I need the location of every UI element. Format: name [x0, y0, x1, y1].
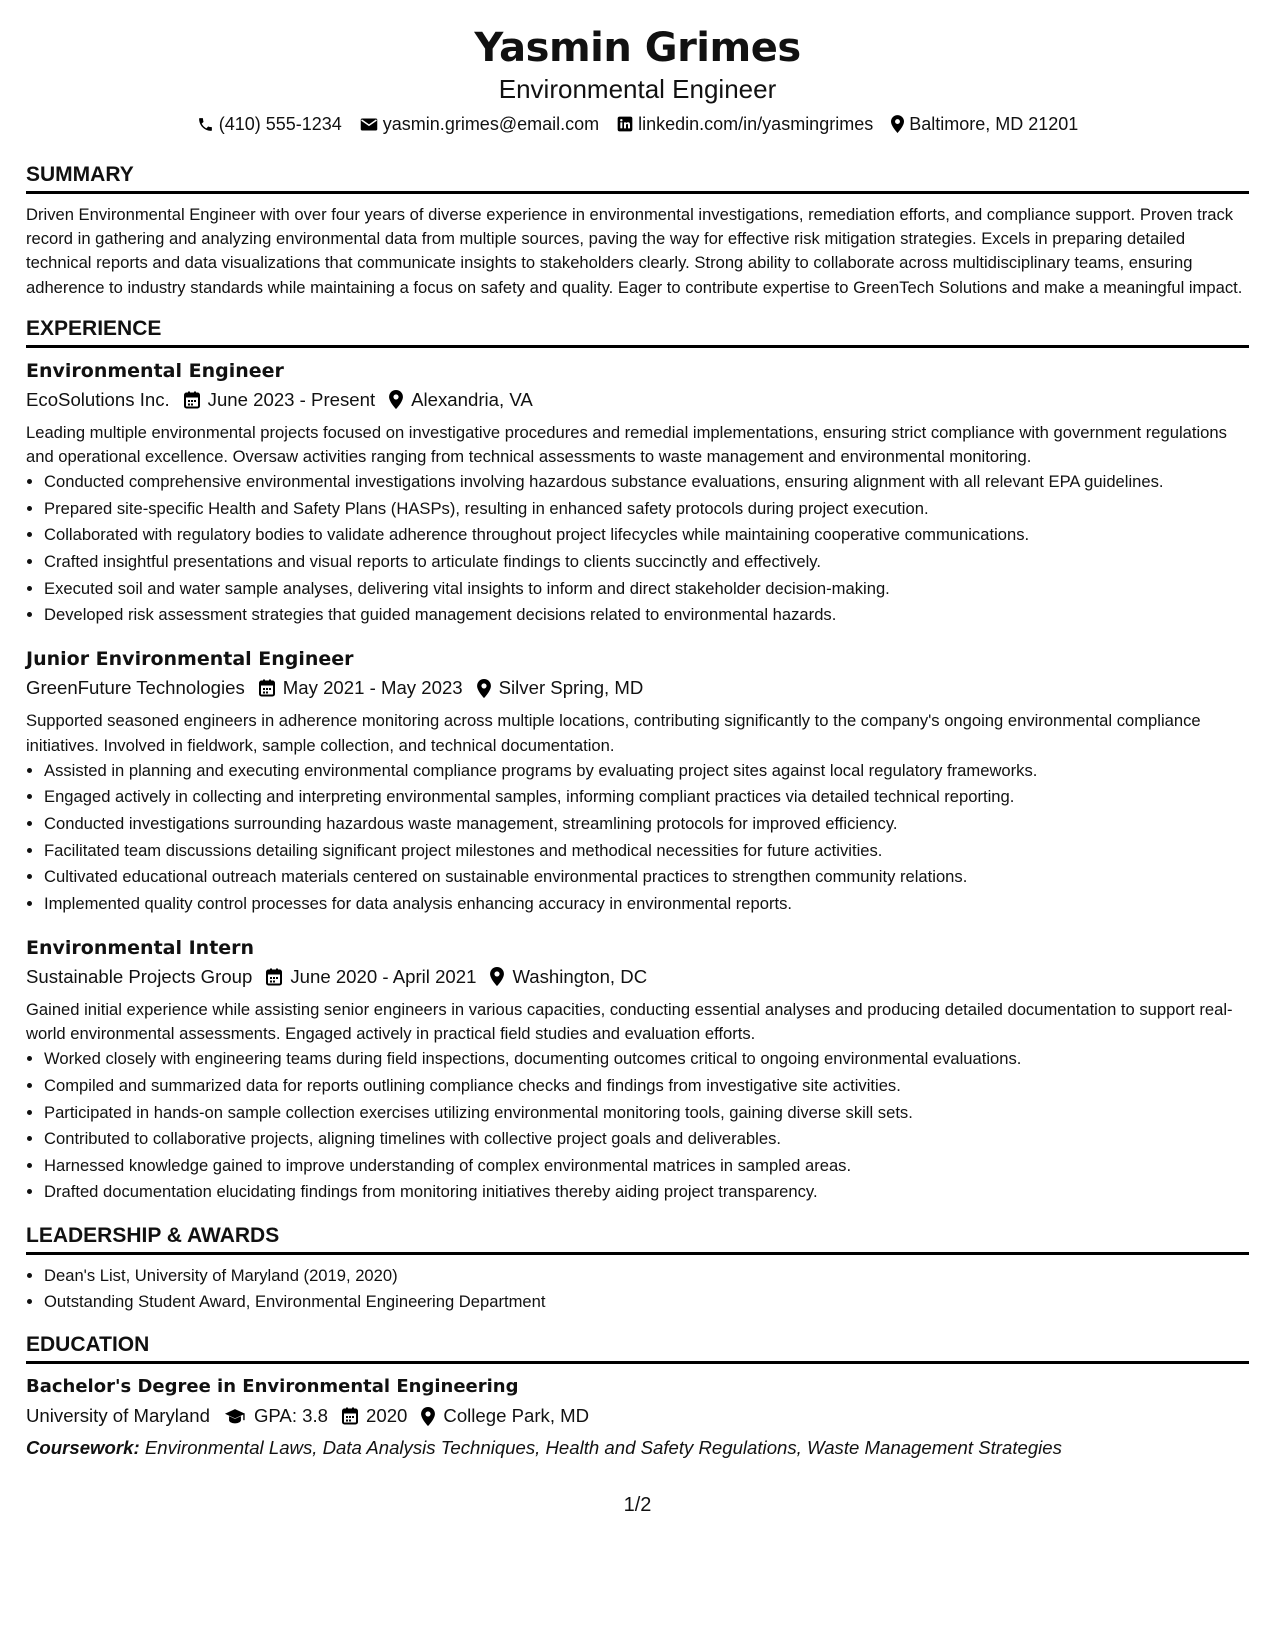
list-item: • Worked closely with engineering teams during field inspections, documenting outcomes critical to ongoing environmental evaluations.: [44, 1047, 1249, 1071]
list-item: • Outstanding Student Award, Environmental Engineering Department: [44, 1290, 1249, 1314]
map-pin-icon: [421, 1407, 435, 1426]
phone-text: (410) 555-1234: [218, 114, 342, 134]
section-divider: [26, 1361, 1249, 1364]
list-item: • Cultivated educational outreach materials centered on sustainable environmental practices to strengthen community relations.: [44, 865, 1249, 889]
school-name: University of Maryland: [26, 1405, 210, 1427]
job-description: Supported seasoned engineers in adherence monitoring across multiple locations, contributing significantly to the company's ongoing environmental compliance initiatives. Involved in fieldwork, sample collection, and technical documentation.: [26, 711, 1201, 755]
contact-row: [26, 112, 1249, 136]
list-item: • Harnessed knowledge gained to improve understanding of complex environmental matrices in sampled areas.: [44, 1154, 1249, 1178]
job-company: Sustainable Projects Group: [26, 965, 253, 987]
section-heading-experience: EXPERIENCE: [26, 316, 162, 340]
section-divider: [26, 345, 1249, 348]
experience-section: [26, 316, 1249, 1205]
contact-location: [891, 112, 1078, 136]
list-item: • Engaged actively in collecting and interpreting environmental samples, informing compliant practices via detailed technical reporting.: [44, 785, 1249, 809]
job-meta: [26, 673, 1249, 703]
list-item: • Conducted comprehensive environmental investigations involving hazardous substance evaluations, ensuring alignment with all relevant EPA guidelines.: [44, 470, 1249, 494]
page-number: 1/2: [623, 1494, 652, 1516]
job-location: Alexandria, VA: [411, 388, 533, 410]
resume-header: [26, 22, 1249, 136]
summary-section: [26, 162, 1249, 300]
job-meta: [26, 962, 1249, 992]
section-heading-education: EDUCATION: [26, 1333, 150, 1357]
list-item: • Prepared site-specific Health and Safety Plans (HASPs), resulting in enhanced safety protocols during project execution.: [44, 497, 1249, 521]
job-dates: June 2020 - April 2021: [290, 965, 477, 987]
education-meta: [26, 1401, 1249, 1431]
list-item: • Contributed to collaborative projects, aligning timelines with collective project goals and deliverables.: [44, 1127, 1249, 1151]
coursework-line: [26, 1433, 1249, 1463]
email-text: yasmin.grimes@email.com: [382, 114, 600, 134]
candidate-title: Environmental Engineer: [498, 74, 777, 104]
leadership-section: [26, 1223, 1249, 1315]
job-location: Silver Spring, MD: [498, 677, 644, 699]
map-pin-icon: [891, 115, 904, 133]
linkedin-text: linkedin.com/in/yasmingrimes: [638, 114, 874, 134]
list-item: • Implemented quality control processes for data analysis enhancing accuracy in environmental reports.: [44, 892, 1249, 916]
location-text: Baltimore, MD 21201: [909, 114, 1079, 134]
job-title: Environmental Engineer: [26, 359, 284, 382]
calendar-icon: [266, 968, 282, 986]
job-description: Gained initial experience while assisting senior engineers in various capacities, conducting essential analyses and producing detailed documentation to support real-world environmental assessments. Engaged actively in practical field studies and evaluation efforts.: [26, 999, 1233, 1044]
job-title: Environmental Intern: [26, 936, 255, 959]
list-item: • Crafted insightful presentations and visual reports to articulate findings to clients succinctly and effectively.: [44, 550, 1249, 574]
summary-paragraph: Driven Environmental Engineer with over four years of diverse experience in environmental investigations, remediation efforts, and compliance support. Proven track record in gathering and analyzing environmental data from multiple sources, paving the way for effective risk mitigation strategies. Excels in preparing detailed technical reports and data visualizations that communicate insights to stakeholders clearly. Strong ability to collaborate across multidisciplinary teams, ensuring adherence to industry standards while maintaining a focus on safety and quality. Eager to contribute expertise to GreenTech Solutions and make a meaningful impact.: [26, 205, 1243, 297]
list-item: • Developed risk assessment strategies that guided management decisions related to environmental hazards.: [44, 603, 1249, 627]
list-item: • Participated in hands-on sample collection exercises utilizing environmental monitoring tools, gaining diverse skill sets.: [44, 1101, 1249, 1125]
section-divider: [26, 191, 1249, 194]
job-location: Washington, DC: [512, 965, 648, 987]
section-heading-summary: SUMMARY: [26, 163, 134, 186]
job-meta: [26, 385, 1249, 415]
graduation-cap-icon: [224, 1408, 246, 1425]
map-pin-icon: [477, 679, 491, 698]
calendar-icon: [259, 679, 275, 697]
section-divider: [26, 1252, 1249, 1255]
job-dates: May 2021 - May 2023: [282, 677, 463, 699]
contact-phone[interactable]: [197, 112, 342, 136]
job-description: Leading multiple environmental projects focused on investigative procedures and remedial implementations, ensuring strict compliance with government regulations and operational excellence. Oversaw activities ranging from technical assessments to waste management and environmental monitoring.: [26, 422, 1227, 467]
job-title: Junior Environmental Engineer: [26, 648, 354, 671]
job-bullets: [26, 1047, 1249, 1204]
section-heading-leadership: LEADERSHIP & AWARDS: [26, 1223, 280, 1247]
job-dates: June 2023 - Present: [207, 388, 376, 410]
gpa-text: GPA: 3.8: [253, 1405, 329, 1427]
school-location: College Park, MD: [443, 1405, 590, 1427]
job-company: GreenFuture Technologies: [26, 677, 245, 699]
coursework-label: Coursework:: [26, 1437, 140, 1459]
list-item: • Assisted in planning and executing environmental compliance programs by evaluating project sites against local regulatory frameworks.: [44, 759, 1249, 783]
list-item: • Dean's List, University of Maryland (2019, 2020): [44, 1264, 1249, 1288]
job-bullets: [26, 470, 1249, 627]
coursework-list: Environmental Laws, Data Analysis Techniques, Health and Safety Regulations, Waste Management Strategies: [144, 1437, 1062, 1459]
job-company: EcoSolutions Inc.: [26, 388, 170, 410]
job-entry-1: [26, 357, 1249, 628]
envelope-icon: [360, 117, 378, 132]
graduation-year: 2020: [366, 1405, 408, 1427]
contact-email[interactable]: [360, 112, 599, 136]
education-section: [26, 1332, 1249, 1463]
list-item: • Collaborated with regulatory bodies to validate adherence throughout project lifecycles while maintaining cooperative communications.: [44, 523, 1249, 547]
map-pin-icon: [389, 390, 403, 409]
list-item: • Compiled and summarized data for reports outlining compliance checks and findings from investigative site activities.: [44, 1074, 1249, 1098]
list-item: • Facilitated team discussions detailing significant project milestones and methodical necessities for future activities.: [44, 839, 1249, 863]
list-item: • Drafted documentation elucidating findings from monitoring initiatives thereby aiding project transparency.: [44, 1180, 1249, 1204]
award-list: [26, 1264, 1249, 1315]
calendar-icon: [342, 1407, 358, 1425]
linkedin-icon: [617, 116, 633, 132]
job-bullets: [26, 759, 1249, 916]
calendar-icon: [184, 391, 200, 409]
phone-icon: [197, 116, 214, 133]
candidate-name: Yasmin Grimes: [474, 25, 801, 71]
job-entry-2: [26, 645, 1249, 916]
map-pin-icon: [490, 967, 504, 986]
degree-title: Bachelor's Degree in Environmental Engineering: [26, 1376, 519, 1398]
list-item: • Conducted investigations surrounding hazardous waste management, streamlining protocols for improved efficiency.: [44, 812, 1249, 836]
job-entry-3: [26, 934, 1249, 1205]
contact-linkedin[interactable]: [617, 112, 873, 136]
list-item: • Executed soil and water sample analyses, delivering vital insights to inform and direct stakeholder decision-making.: [44, 577, 1249, 601]
